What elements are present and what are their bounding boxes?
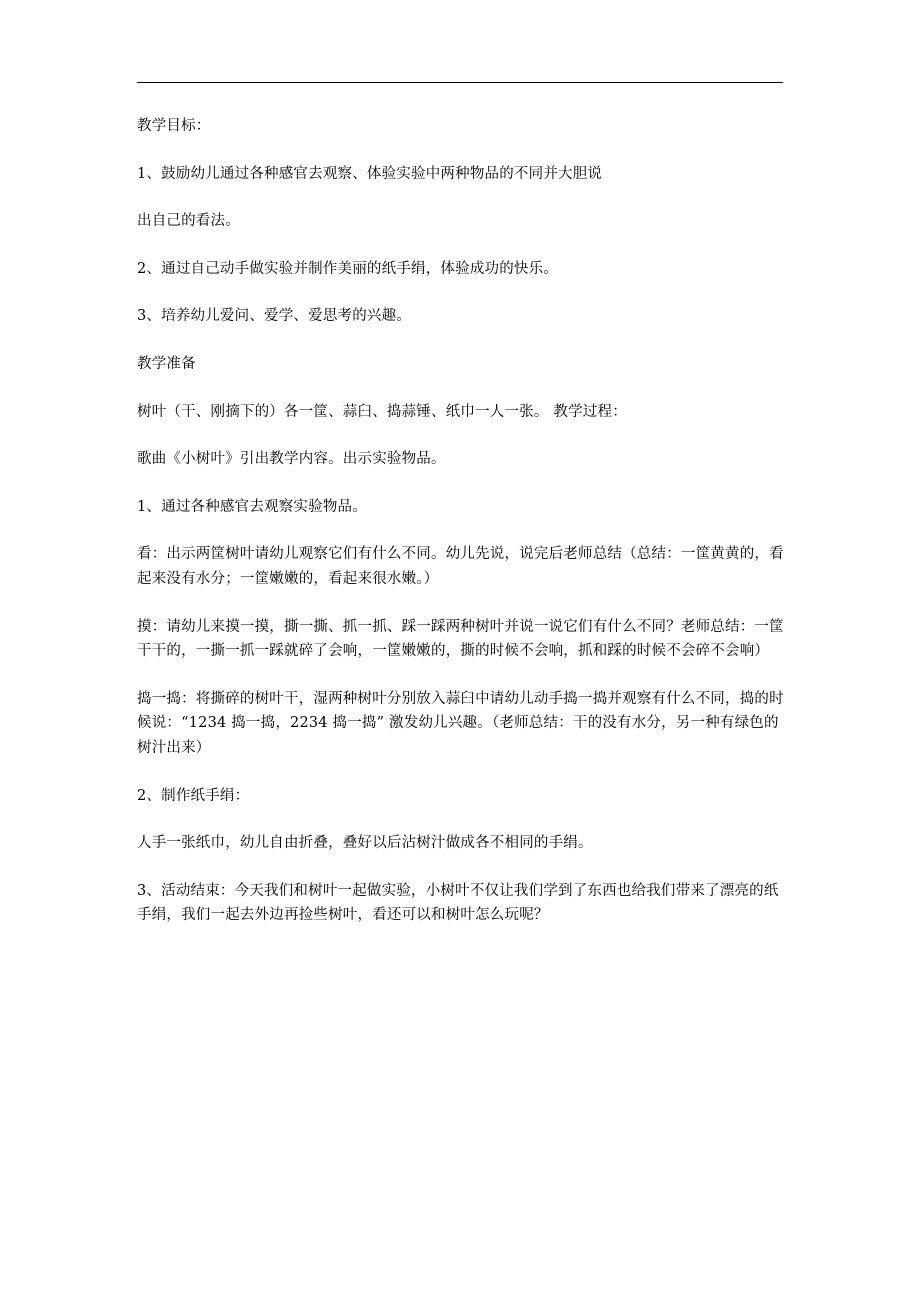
step-pound: 捣一捣：将撕碎的树叶干，湿两种树叶分别放入蒜臼中请幼儿动手捣一捣并观察有什么不同，捣的时候说：“1234 捣一捣，2234 捣一捣” 激发幼儿兴趣。（老师总结：干的没有水分，另一种有绿色的树汁出来） <box>137 690 784 756</box>
heading-teaching-prep: 教学准备 <box>137 355 196 372</box>
step-2-heading: 2、制作纸手绢： <box>137 787 250 804</box>
step-2-detail: 人手一张纸巾，幼儿自由折叠，叠好以后沾树汁做成各不相同的手绢。 <box>137 835 593 852</box>
process-intro: 歌曲《小树叶》引出教学内容。出示实验物品。 <box>137 451 446 468</box>
step-3-ending: 3、活动结束：今天我们和树叶一起做实验，小树叶不仅让我们学到了东西也给我们带来了漂亮的纸手绢，我们一起去外边再捡些树叶，看还可以和树叶怎么玩呢？ <box>137 882 779 924</box>
document-body <box>137 114 787 928</box>
prep-materials: 树叶（干、刚摘下的）各一筐、蒜臼、捣蒜锤、纸巾一人一张。 教学过程： <box>137 403 627 420</box>
step-1-heading: 1、通过各种感官去观察实验物品。 <box>137 498 367 515</box>
step-touch: 摸：请幼儿来摸一摸，撕一撕、抓一抓、踩一踩两种树叶并说一说它们有什么不同？老师总结：一筐干干的，一撕一抓一踩就碎了会响，一筐嫩嫩的，撕的时候不会响，抓和踩的时候不会碎不会响） <box>137 618 784 660</box>
heading-teaching-goals: 教学目标： <box>137 118 211 134</box>
goal-2: 2、通过自己动手做实验并制作美丽的纸手绢，体验成功的快乐。 <box>137 260 559 277</box>
goal-3: 3、培养幼儿爱问、爱学、爱思考的兴趣。 <box>137 308 412 325</box>
goal-1-line-1: 1、鼓励幼儿通过各种感官去观察、体验实验中两种物品的不同并大胆说 <box>137 165 603 182</box>
goal-1-line-2: 出自己的看法。 <box>137 213 240 230</box>
step-look: 看：出示两筐树叶请幼儿观察它们有什么不同。幼儿先说，说完后老师总结（总结：一筐黄黄的，看起来没有水分；一筐嫩嫩的，看起来很水嫩。） <box>137 546 784 587</box>
header-rule <box>137 82 783 83</box>
